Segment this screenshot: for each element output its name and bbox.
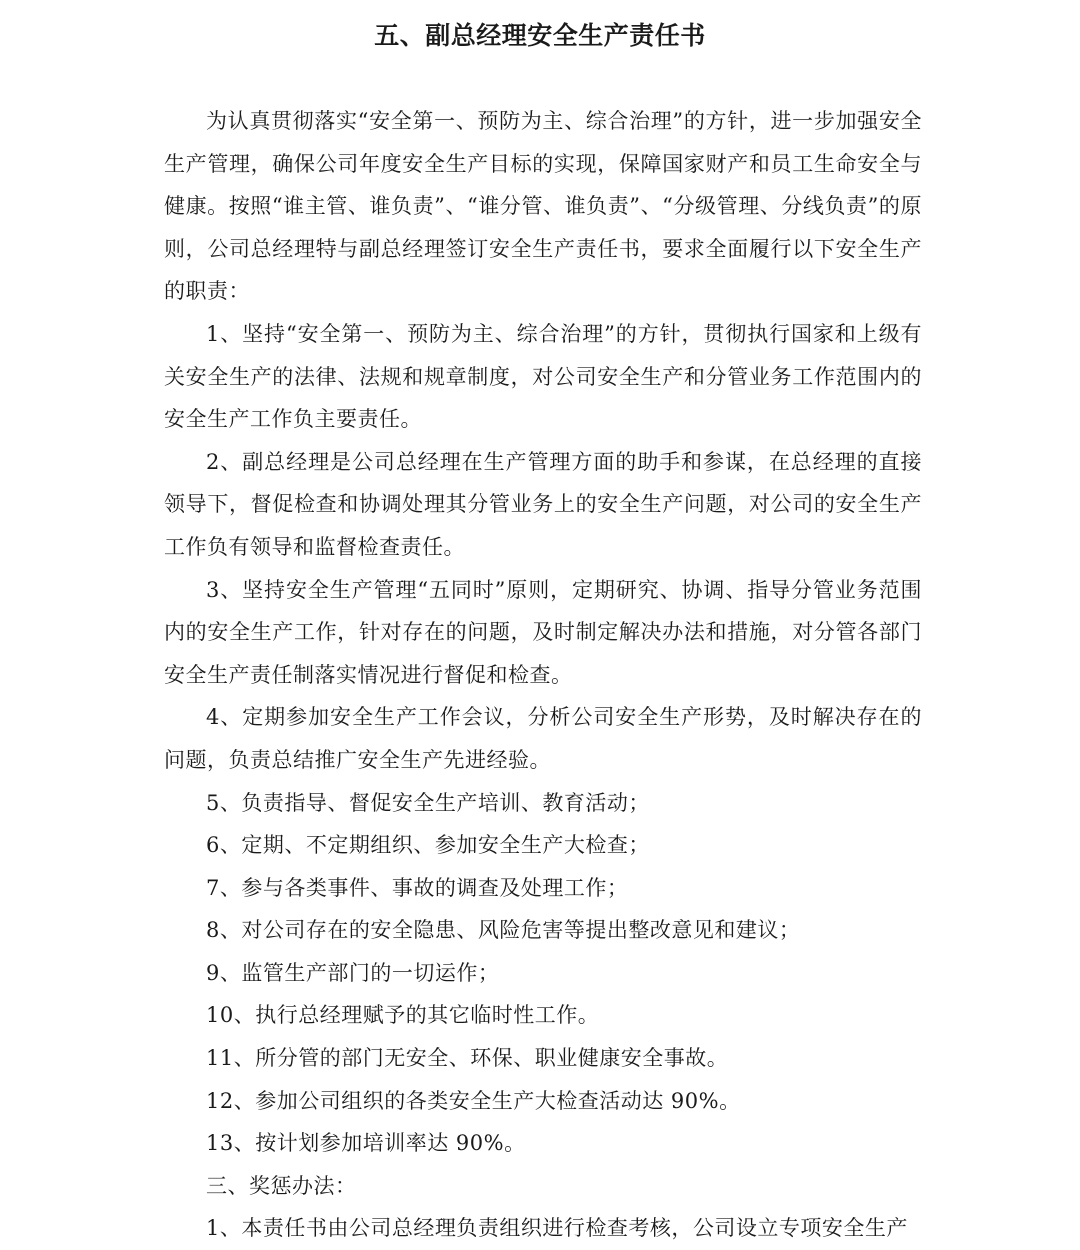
duty-item-13: 13、按计划参加培训率达 90%。 <box>206 1131 526 1156</box>
duty-item-7: 7、参与各类事件、事故的调查及处理工作； <box>206 875 629 900</box>
intro-paragraph: 为认真贯彻落实“安全第一、预防为主、综合治理”的方针，进一步加强安全生产管理，确保公司年度安全生产目标的实现，保障国家财产和员工生命安全与健康。按照“谁主管、谁负责”、“谁分管、谁负责”、“分级管理、分线负责”的原则，公司总经理特与副总经理签订安全生产责任书，要求全面履行以下安全生产的职责： <box>164 109 922 304</box>
duty-item-12: 12、参加公司组织的各类安全生产大检查活动达 90%。 <box>206 1088 741 1113</box>
document-title: 五、副总经理安全生产责任书 <box>374 21 706 50</box>
duty-item-9: 9、监管生产部门的一切运作； <box>206 960 500 985</box>
duty-item-1: 1、坚持“安全第一、预防为主、综合治理”的方针，贯彻执行国家和上级有关安全生产的法律、法规和规章制度，对公司安全生产和分管业务工作范围内的安全生产工作负主要责任。 <box>164 321 922 432</box>
duty-item-6: 6、定期、不定期组织、参加安全生产大检查； <box>206 833 650 858</box>
document-body <box>164 100 922 1250</box>
duty-item-4: 4、定期参加安全生产工作会议，分析公司安全生产形势，及时解决存在的问题，负责总结推广安全生产先进经验。 <box>164 705 922 772</box>
section-heading-rewards: 三、奖惩办法： <box>206 1173 357 1198</box>
duty-item-11: 11、所分管的部门无安全、环保、职业健康安全事故。 <box>206 1046 729 1071</box>
duty-item-2: 2、副总经理是公司总经理在生产管理方面的助手和参谋，在总经理的直接领导下，督促检查和协调处理其分管业务上的安全生产问题，对公司的安全生产工作负有领导和监督检查责任。 <box>164 449 922 559</box>
duty-item-10: 10、执行总经理赋予的其它临时性工作。 <box>206 1003 600 1028</box>
duty-item-3: 3、坚持安全生产管理“五同时”原则，定期研究、协调、指导分管业务范围内的安全生产工作，针对存在的问题，及时制定解决办法和措施，对分管各部门安全生产责任制落实情况进行督促和检查。 <box>164 577 922 687</box>
rewards-item-1: 1、本责任书由公司总经理负责组织进行检查考核，公司设立专项安全生产 <box>206 1216 908 1241</box>
duty-item-8: 8、对公司存在的安全隐患、风险危害等提出整改意见和建议； <box>206 918 801 943</box>
duty-item-5: 5、负责指导、督促安全生产培训、教育活动； <box>206 790 650 815</box>
